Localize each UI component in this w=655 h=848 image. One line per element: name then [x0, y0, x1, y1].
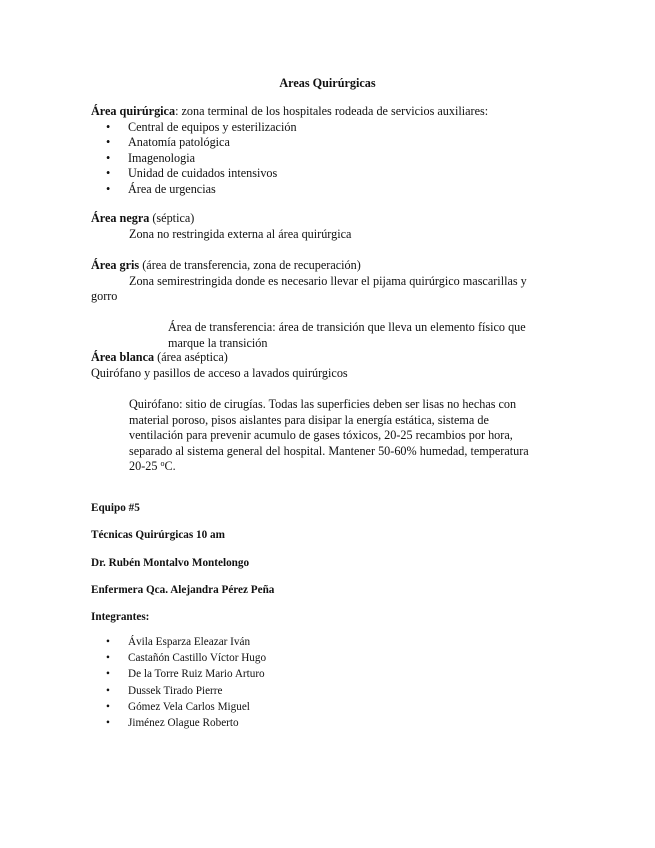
team-label: Equipo #5: [91, 502, 140, 514]
page-title: Areas Quirúrgicas: [279, 76, 376, 90]
area-transferencia-line2: marque la transición: [168, 335, 268, 350]
course-label: Técnicas Quirúrgicas 10 am: [91, 529, 225, 541]
area-quirurgica-heading: [91, 104, 631, 120]
list-item: • Central de equipos y esterilización: [91, 120, 631, 136]
quirofano-temperature: [129, 459, 629, 475]
quirofano-line: Quirófano: sitio de cirugías. Todas las superficies deben ser lisas no hechas con: [129, 397, 517, 411]
area-quirurgica-list: [91, 120, 631, 198]
quirofano-line: ventilación para prevenir acumulo de gases tóxicos, 20-25 recambios por hora,: [129, 428, 513, 442]
area-gris-qualifier: (área de transferencia, zona de recuperación): [139, 258, 361, 272]
list-item: • Anatomía patológica: [91, 135, 631, 151]
area-negra-description: Zona no restringida externa al área quirúrgica: [129, 226, 352, 241]
area-blanca-term: Área blanca: [91, 350, 155, 364]
area-transferencia-line1: Área de transferencia: área de transición que lleva un elemento físico que: [168, 320, 526, 334]
nurse-name: Enfermera Qca. Alejandra Pérez Peña: [91, 584, 275, 596]
list-item: • Gómez Vela Carlos Miguel: [91, 699, 491, 715]
area-transferencia-note: [168, 320, 608, 351]
section-area-negra: [91, 211, 631, 242]
list-item: • Ávila Esparza Eleazar Iván: [91, 634, 491, 650]
section-area-gris: [91, 258, 631, 305]
list-item: • Unidad de cuidados intensivos: [91, 166, 631, 182]
list-item: • Área de urgencias: [91, 182, 631, 198]
area-gris-description-line2: gorro: [91, 289, 118, 303]
section-area-quirurgica: [91, 104, 631, 197]
area-blanca-qualifier: (área aséptica): [154, 350, 228, 364]
degree-symbol: o: [160, 459, 165, 468]
members-section: [91, 634, 491, 731]
area-blanca-description: Quirófano y pasillos de acceso a lavados quirúrgicos: [91, 365, 348, 380]
members-label: Integrantes:: [91, 611, 150, 623]
temperature-value: 20-25: [129, 459, 161, 473]
area-gris-term: Área gris: [91, 258, 140, 272]
area-gris-heading: [91, 258, 631, 274]
list-item: • De la Torre Ruiz Mario Arturo: [91, 666, 491, 682]
section-area-blanca: [91, 350, 631, 381]
quirofano-paragraph: [129, 397, 629, 475]
quirofano-line: material poroso, pisos aislantes para disipar la energía estática, sistema de: [129, 412, 489, 427]
area-quirurgica-term: Área quirúrgica: [91, 104, 176, 118]
area-negra-term: Área negra: [91, 211, 150, 225]
members-list: [91, 634, 491, 731]
list-item: • Imagenologia: [91, 151, 631, 167]
area-blanca-heading: [91, 350, 631, 366]
area-gris-description-line1: Zona semirestringida donde es necesario llevar el pijama quirúrgico mascarillas y: [129, 273, 527, 288]
doctor-name: Dr. Rubén Montalvo Montelongo: [91, 557, 250, 569]
area-negra-heading: [91, 211, 631, 227]
temperature-unit: C.: [164, 459, 176, 473]
area-quirurgica-definition: : zona terminal de los hospitales rodeada de servicios auxiliares:: [175, 104, 489, 118]
quirofano-line: separado al sistema general del hospital. Mantener 50-60% humedad, temperatura: [129, 443, 529, 458]
area-negra-qualifier: (séptica): [149, 211, 195, 225]
list-item: • Castañón Castillo Víctor Hugo: [91, 650, 491, 666]
list-item: • Dussek Tirado Pierre: [91, 683, 491, 699]
list-item: • Jiménez Olague Roberto: [91, 715, 491, 731]
